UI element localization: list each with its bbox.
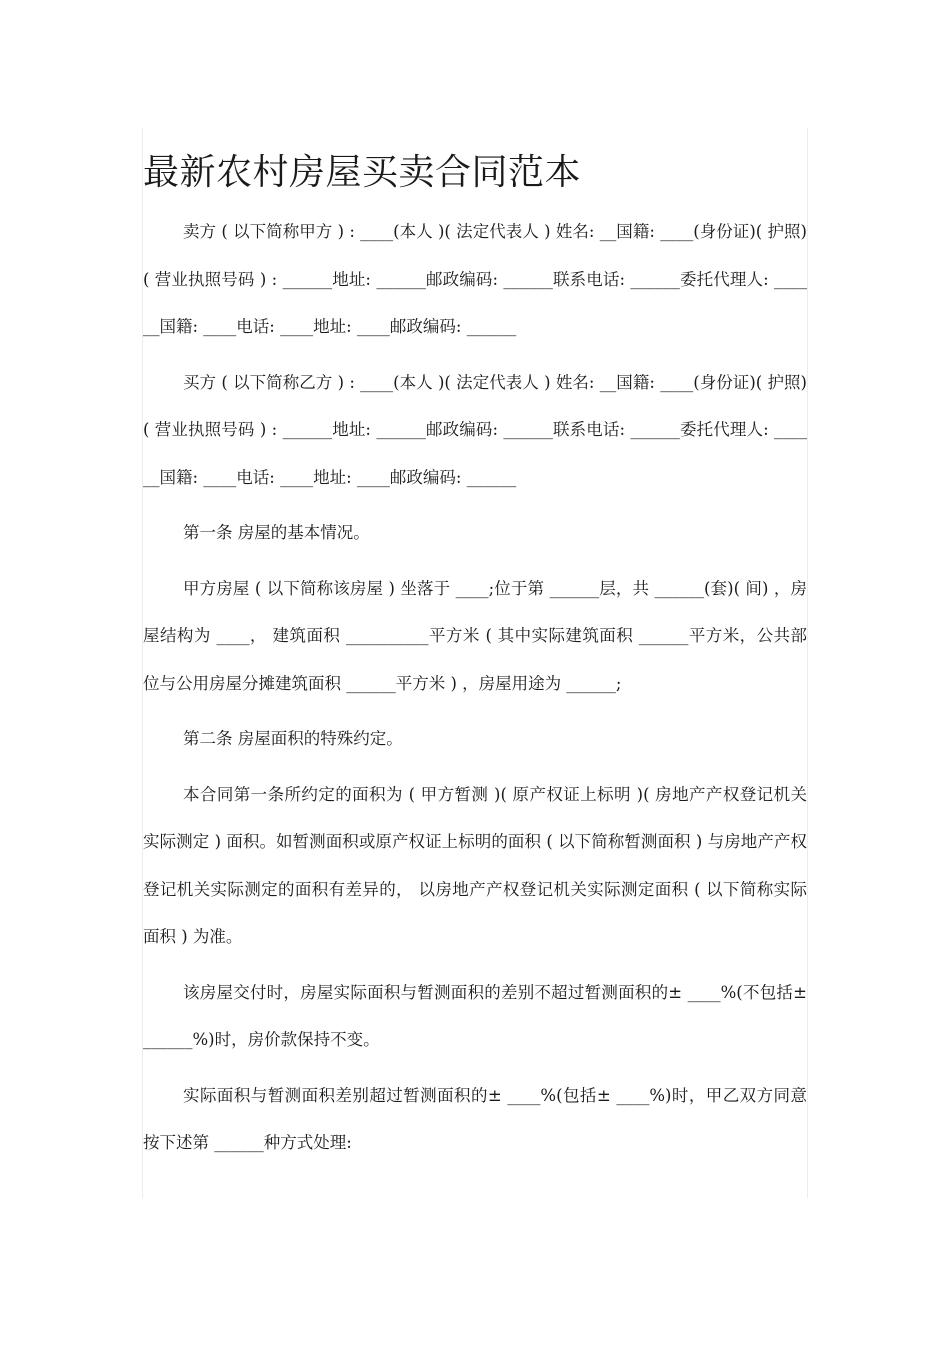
paragraph-area-tolerance: 该房屋交付时，房屋实际面积与暂测面积的差别不超过暂测面积的± ____%(不包括± ______%)时，房价款保持不变。 xyxy=(143,982,807,1049)
paragraph-area-agreement: 本合同第一条所约定的面积为 ( 甲方暂测 )( 原产权证上标明 )( 房地产产权登记机关实际测定 ) 面积。如暂测面积或原产权证上标明的面积 ( 以下简称暂测面积 ) 与房地产产权登记机关实际测定的面积有差异的， 以房地产产权登记机关实际测定面积 ( 以下简称实际面积 ) 为准。 xyxy=(143,784,807,946)
paragraph-area-excess: 实际面积与暂测面积差别超过暂测面积的± ____%(包括± ____%)时，甲乙双方同意按下述第 ______种方式处理: xyxy=(143,1085,807,1152)
paragraph-seller-info: 卖方 ( 以下简称甲方 ) : ____(本人 )( 法定代表人 ) 姓名: __国籍: ____(身份证)( 护照)( 营业执照号码 ) : ______地址: ______邮政编码: ______联系电话: ______委托代理人: ______国籍: ____电话: ____地址: ____邮政编码: ______ xyxy=(143,222,807,336)
paragraph-house-basic-info: 甲方房屋 ( 以下简称该房屋 ) 坐落于 ____;位于第 ______层，共 ______(套)( 间) ，房屋结构为 ____， 建筑面积 __________平方米 ( 其中实际建筑面积 ______平方米，公共部位与公用房屋分摊建筑面积 ______平方米 ) ，房屋用途为 ______; xyxy=(143,578,807,693)
page-margin-guide-right xyxy=(807,128,808,1198)
document-body xyxy=(143,150,807,1167)
document-title: 最新农村房屋买卖合同范本 xyxy=(143,152,582,193)
paragraph-article-1-heading: 第一条 房屋的基本情况。 xyxy=(183,523,370,542)
paragraph-article-2-heading: 第二条 房屋面积的特殊约定。 xyxy=(183,729,403,748)
paragraph-buyer-info: 买方 ( 以下简称乙方 ) : ____(本人 )( 法定代表人 ) 姓名: __国籍: ____(身份证)( 护照)( 营业执照号码 ) : ______地址: ______邮政编码: ______联系电话: ______委托代理人: ______国籍: ____电话: ____地址: ____邮政编码: ______ xyxy=(143,372,807,487)
